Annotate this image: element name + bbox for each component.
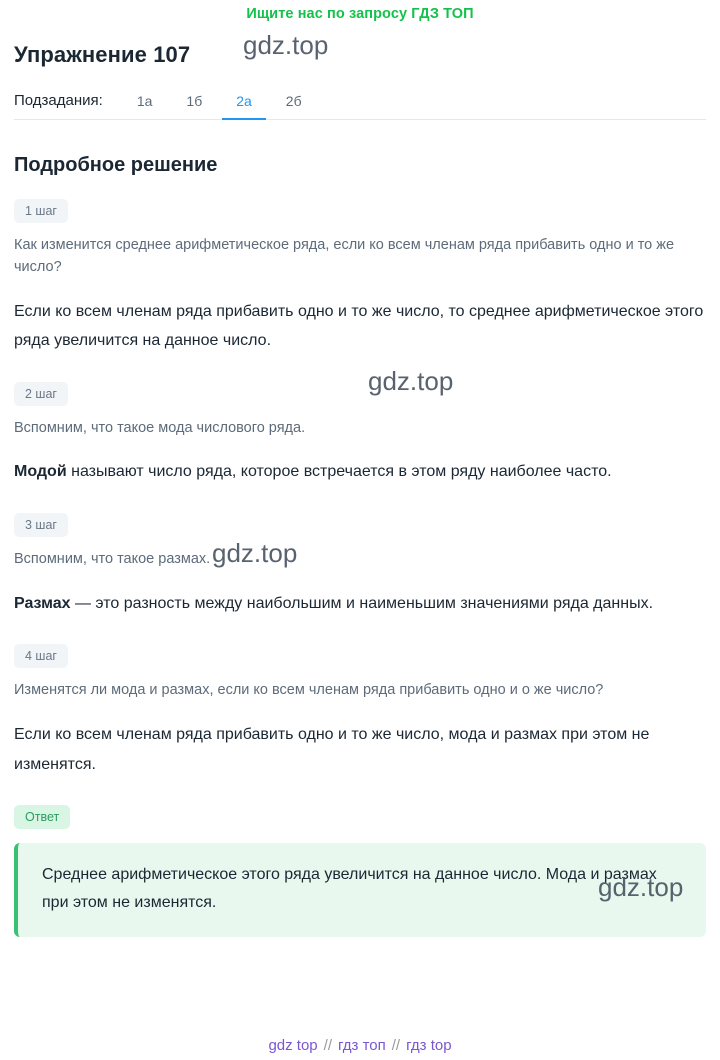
footer-link-gdz-top-latin[interactable]: gdz top	[268, 1037, 318, 1054]
solution-step-1	[14, 199, 706, 356]
step-answer-term: Модой	[14, 463, 67, 481]
footer-link-gdz-top-cyrillic[interactable]: гдз топ	[338, 1037, 386, 1054]
step-question: Вспомним, что такое мода числового ряда.	[14, 419, 306, 436]
footer-separator: //	[323, 1037, 332, 1054]
step-answer	[14, 589, 706, 619]
step-badge: 4 шаг	[14, 644, 68, 668]
step-question: Вспомним, что такое размах.	[14, 551, 211, 568]
solution-step-3	[14, 513, 706, 618]
watermark: gdz.top	[212, 538, 298, 568]
section-title: Подробное решение	[14, 154, 218, 176]
solution-content	[0, 154, 720, 937]
answer-badge: Ответ	[14, 805, 70, 829]
final-answer-block	[14, 805, 706, 937]
watermark: gdz.top	[243, 30, 329, 60]
subtasks-label: Подзадания:	[14, 92, 103, 109]
answer-box	[14, 843, 706, 937]
step-answer: Если ко всем членам ряда прибавить одно и то же число, мода и размах при этом не изменятся.	[14, 726, 650, 773]
watermark: gdz.top	[598, 872, 684, 902]
watermark: gdz.top	[368, 366, 454, 396]
solution-step-2	[14, 382, 706, 487]
page-title: Упражнение 107	[14, 42, 191, 67]
tab-2a[interactable]: 2а	[222, 87, 266, 120]
answer-text: Среднее арифметическое этого ряда увеличится на данное число. Мода и размах при этом не изменятся.	[42, 866, 657, 912]
step-badge: 1 шаг	[14, 199, 68, 223]
step-badge: 2 шаг	[14, 382, 68, 406]
footer-separator: //	[391, 1037, 401, 1054]
subtasks-tabbar	[14, 86, 706, 120]
step-answer-rest: — это разность между наибольшим и наименьшим значениями ряда данных.	[70, 594, 654, 612]
footer-links	[0, 1037, 720, 1054]
step-badge: 3 шаг	[14, 513, 68, 537]
step-question: Как изменится среднее арифметическое ряда, если ко всем членам ряда прибавить одно и то же число?	[14, 237, 675, 275]
tab-1a[interactable]: 1а	[136, 93, 153, 109]
footer-link-gdz-top-mixed[interactable]: гдз top	[406, 1037, 452, 1054]
step-answer: Если ко всем членам ряда прибавить одно и то же число, то среднее арифметическое этого ряда увеличится на данное число.	[14, 302, 704, 350]
step-answer-term: Размах	[14, 594, 71, 612]
promo-banner: Ищите нас по запросу ГДЗ ТОП	[246, 6, 474, 22]
tab-2b[interactable]: 2б	[285, 93, 302, 109]
tab-1b[interactable]: 1б	[186, 93, 203, 109]
step-answer-rest: называют число ряда, которое встречается в этом ряду наиболее часто.	[66, 463, 612, 481]
step-question: Изменятся ли мода и размах, если ко всем членам ряда прибавить одно и о же число?	[14, 682, 604, 699]
solution-step-4	[14, 644, 706, 779]
exercise-header	[0, 24, 720, 120]
step-answer	[14, 457, 706, 487]
